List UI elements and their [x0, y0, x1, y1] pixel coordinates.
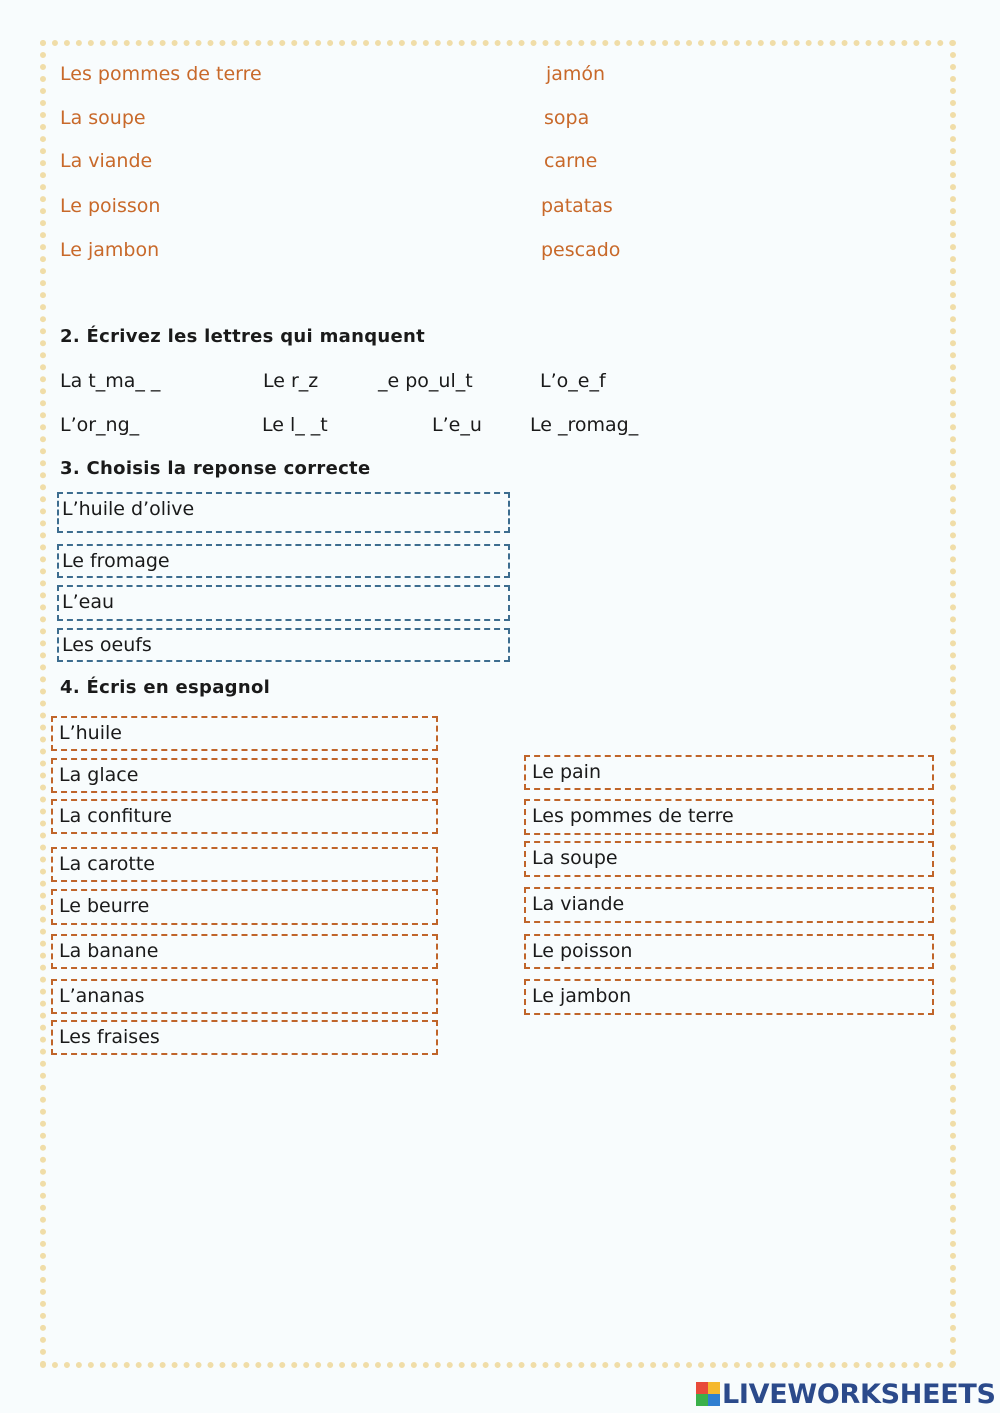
match-spanish-3[interactable]: carne [544, 150, 598, 172]
translate-box-right[interactable]: La soupe [524, 841, 934, 877]
missing-letters-item[interactable]: _e po_ul_t [378, 370, 473, 392]
section2-title: 2. Écrivez les lettres qui manquent [60, 326, 426, 347]
section3-title: 3. Choisis la reponse correcte [60, 458, 371, 479]
translate-box-left[interactable]: La confiture [51, 799, 438, 834]
match-french-5: Le jambon [60, 239, 160, 261]
logo-mark-icon [696, 1382, 720, 1406]
choice-option-1[interactable]: L’huile d’olive [57, 492, 510, 533]
match-spanish-2[interactable]: sopa [544, 107, 590, 129]
match-spanish-1[interactable]: jamón [546, 63, 606, 85]
translate-box-right[interactable]: Les pommes de terre [524, 799, 934, 835]
page-border [40, 40, 956, 1368]
missing-letters-item[interactable]: L’or_ng_ [60, 414, 140, 436]
choice-option-2[interactable]: Le fromage [57, 544, 510, 578]
match-french-4: Le poisson [60, 195, 161, 217]
translate-box-left[interactable]: La glace [51, 758, 438, 793]
match-french-1: Les pommes de terre [60, 63, 262, 85]
missing-letters-item[interactable]: L’e_u [432, 414, 482, 436]
translate-box-right[interactable]: Le poisson [524, 934, 934, 969]
translate-box-left[interactable]: La banane [51, 934, 438, 969]
missing-letters-item[interactable]: Le _romag_ [530, 414, 639, 436]
match-french-2: La soupe [60, 107, 146, 129]
choice-option-3[interactable]: L’eau [57, 585, 510, 621]
translate-box-left[interactable]: L’ananas [51, 979, 438, 1014]
choice-option-4[interactable]: Les oeufs [57, 628, 510, 662]
liveworksheets-logo[interactable] [696, 1376, 996, 1412]
translate-box-right[interactable]: Le pain [524, 755, 934, 790]
match-french-3: La viande [60, 150, 153, 172]
translate-box-left[interactable]: Les fraises [51, 1020, 438, 1055]
missing-letters-item[interactable]: Le r_z [263, 370, 319, 392]
match-spanish-4[interactable]: patatas [541, 195, 613, 217]
logo-text: LIVEWORKSHEETS [722, 1378, 996, 1410]
translate-box-left[interactable]: Le beurre [51, 889, 438, 925]
translate-box-left[interactable]: L’huile [51, 716, 438, 751]
missing-letters-item[interactable]: Le l_ _t [262, 414, 328, 436]
section4-title: 4. Écris en espagnol [60, 677, 271, 698]
translate-box-right[interactable]: La viande [524, 887, 934, 923]
match-spanish-5[interactable]: pescado [541, 239, 621, 261]
missing-letters-item[interactable]: L’o_e_f [540, 370, 606, 392]
missing-letters-item[interactable]: La t_ma_ _ [60, 370, 161, 392]
translate-box-left[interactable]: La carotte [51, 847, 438, 882]
translate-box-right[interactable]: Le jambon [524, 979, 934, 1015]
